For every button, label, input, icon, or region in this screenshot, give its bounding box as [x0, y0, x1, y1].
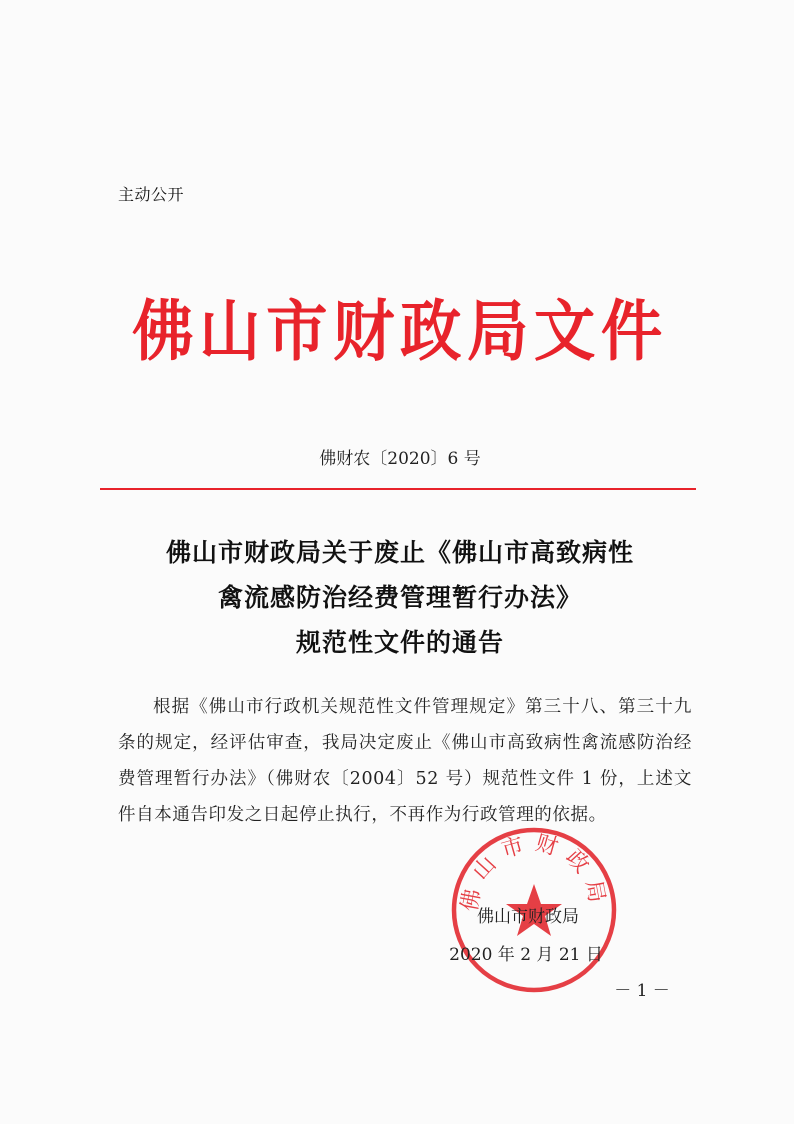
page-number: － 1 －: [614, 981, 670, 1001]
issue-date: 2020 年 2 月 21 日: [449, 945, 603, 965]
issuer-name: 佛山市财政局: [477, 907, 579, 927]
title-line-2: 禽流感防治经费管理暂行办法》: [217, 583, 582, 612]
masthead-title: 佛山市财政局文件: [132, 292, 668, 370]
title-line-3: 规范性文件的通告: [295, 628, 504, 657]
body-paragraph: 根据《佛山市行政机关规范性文件管理规定》第三十八、第三十九条的规定，经评估审查，我局决定废止《佛山市高致病性禽流感防治经费管理暂行办法》（佛财农〔2004〕52 号）规范性文件 1 份，上述文件自本通告印发之日起停止执行，不再作为行政管理的依据。: [118, 697, 692, 825]
title-line-1: 佛山市财政局关于废止《佛山市高致病性: [165, 538, 634, 567]
seal-text: 佛山市财政局: [457, 830, 611, 914]
body-content: [118, 689, 692, 833]
document-number: 佛财农〔2020〕6 号: [319, 449, 481, 469]
document-title: [100, 530, 700, 665]
red-divider: [100, 488, 696, 490]
disclosure-label: 主动公开: [118, 185, 185, 204]
